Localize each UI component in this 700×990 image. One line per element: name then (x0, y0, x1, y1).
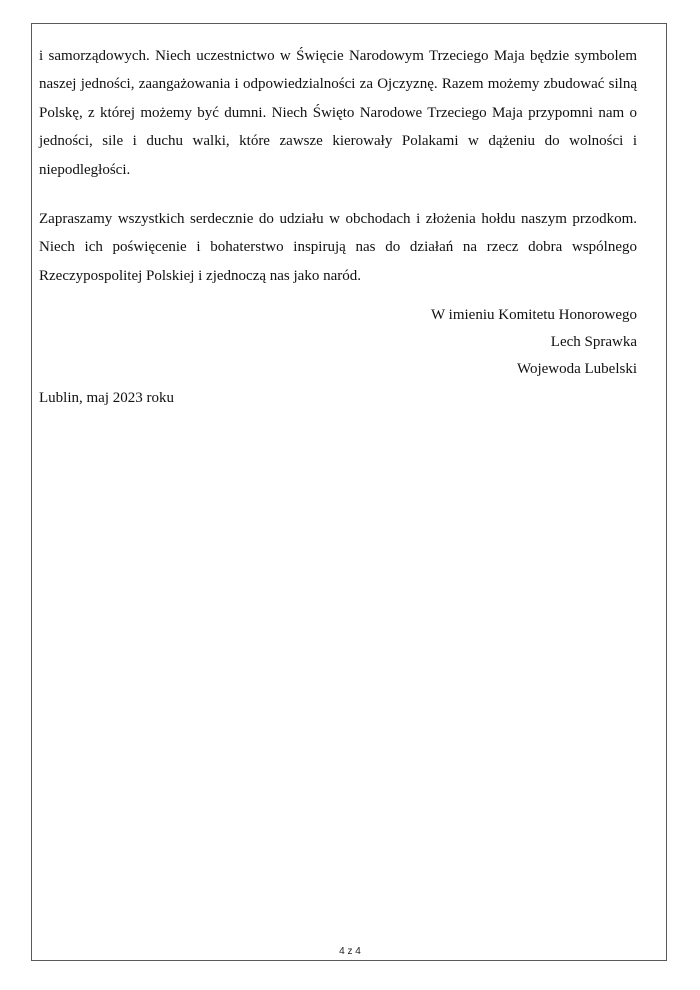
signature-title: Wojewoda Lubelski (516, 361, 637, 378)
page-number: 4 z 4 (339, 946, 361, 957)
place-and-date: Lublin, maj 2023 roku (39, 390, 174, 407)
paragraph-spacer (39, 184, 637, 205)
body-paragraph-2: Zapraszamy wszystkich serdecznie do udziału w obchodach i złożenia hołdu naszym przodkom. Niech ich poświęcenie i bohaterstwo inspirują nas do działań na rzecz dobra wspólnego Rzeczypospolitej Polskiej i zjednoczą nas jako naród. (39, 211, 637, 284)
signature-name: Lech Sprawka (550, 334, 637, 351)
body-paragraph-1: i samorządowych. Niech uczestnictwo w Święcie Narodowym Trzeciego Maja będzie symbolem naszej jedności, zaangażowania i odpowiedzialności za Ojczyznę. Razem możemy zbudować silną Polskę, z której możemy być dumni. Niech Święto Narodowe Trzeciego Maja przypomni nam o jedności, sile i duchu walki, które zawsze kierowały Polakami w dążeniu do wolności i niepodległości. (39, 48, 637, 178)
document-body (39, 42, 637, 412)
signature-block (39, 302, 637, 383)
signature-committee: W imieniu Komitetu Honorowego (431, 307, 637, 324)
signature-spacer (39, 290, 637, 302)
